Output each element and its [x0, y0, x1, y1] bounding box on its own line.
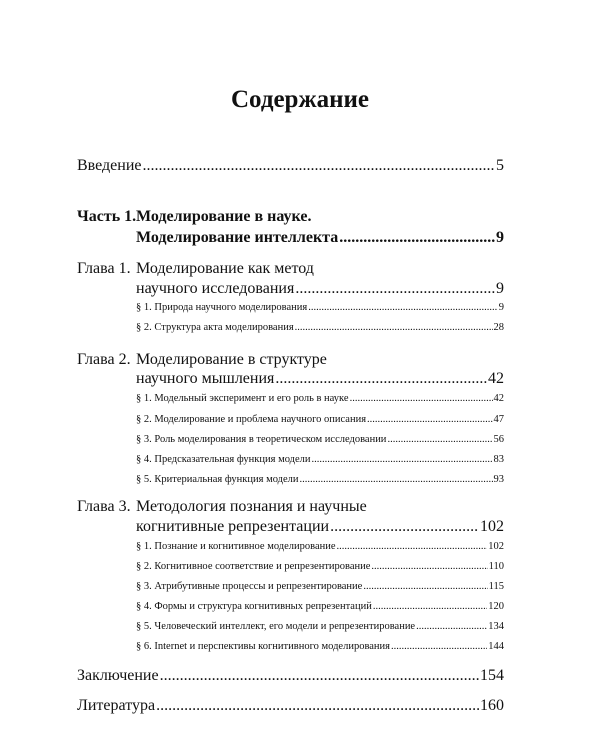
toc-page-number: 160 — [480, 697, 504, 714]
page-title: Содержание — [230, 86, 369, 113]
toc-page-number: 9 — [496, 280, 504, 297]
chapter-title-line-1: Моделирование в структуре — [136, 351, 327, 368]
toc-page-number: 154 — [480, 667, 504, 684]
toc-entry-label: Заключение — [77, 667, 159, 684]
toc-section-1-1[interactable] — [136, 302, 504, 313]
dot-leader — [300, 474, 493, 485]
section-label: § 3. Роль моделирования в теоретическом исследовании — [136, 434, 387, 445]
toc-section-3-4[interactable] — [136, 601, 504, 612]
section-page-number: 144 — [488, 641, 504, 652]
chapter-prefix: Глава 3. — [77, 498, 131, 515]
section-label: § 6. Internet и перспективы когнитивного моделирования — [136, 641, 390, 652]
part-title-line-2-row — [136, 229, 504, 247]
section-label: § 2. Когнитивное соответствие и репрезентирование — [136, 561, 371, 572]
part-title-line-2: Моделирование интеллекта — [136, 229, 339, 246]
chapter-title-line-2: научного мышления — [136, 370, 275, 387]
chapter-title-line-2-row — [136, 370, 504, 388]
toc-entry-label: Литература — [77, 697, 156, 714]
section-page-number: 110 — [488, 561, 504, 572]
toc-section-3-6[interactable] — [136, 641, 504, 652]
toc-section-2-1[interactable] — [136, 393, 504, 404]
section-label: § 1. Познание и когнитивное моделирование — [136, 541, 336, 552]
section-label: § 4. Предсказательная функция модели — [136, 454, 311, 465]
dot-leader — [391, 641, 487, 652]
dot-leader — [330, 518, 479, 536]
toc-entry-intro[interactable] — [77, 157, 504, 175]
section-page-number: 83 — [493, 454, 504, 465]
toc-section-3-2[interactable] — [136, 561, 504, 572]
dot-leader — [371, 561, 487, 572]
section-page-number: 28 — [493, 322, 504, 333]
chapter-title-line-1: Методология познания и научные — [136, 498, 367, 515]
section-label: § 4. Формы и структура когнитивных репрезентаций — [136, 601, 372, 612]
chapter-prefix: Глава 1. — [77, 260, 131, 277]
section-label: § 1. Модельный эксперимент и его роль в науке — [136, 393, 349, 404]
dot-leader — [308, 302, 498, 313]
dot-leader — [363, 581, 487, 592]
chapter-title-line-2: научного исследования — [136, 280, 295, 297]
toc-page-number: 42 — [488, 370, 504, 387]
section-page-number: 42 — [493, 393, 504, 404]
chapter-title-line-2-row — [136, 518, 504, 536]
toc-entry-conclusion[interactable] — [77, 667, 504, 685]
toc-page-number: 5 — [496, 157, 504, 174]
toc-section-2-5[interactable] — [136, 474, 504, 485]
chapter-title-line-2: когнитивные репрезентации — [136, 518, 330, 535]
toc-section-2-2[interactable] — [136, 414, 504, 425]
section-label: § 1. Природа научного моделирования — [136, 302, 308, 313]
section-page-number: 120 — [488, 601, 504, 612]
part-prefix: Часть 1. — [77, 208, 137, 225]
dot-leader — [160, 667, 479, 685]
section-label: § 5. Человеческий интеллект, его модели и репрезентирование — [136, 621, 416, 632]
dot-leader — [367, 414, 492, 425]
section-page-number: 102 — [488, 541, 504, 552]
toc-section-3-3[interactable] — [136, 581, 504, 592]
section-label: § 2. Структура акта моделирования — [136, 322, 294, 333]
dot-leader — [275, 370, 487, 388]
toc-page-number: 9 — [496, 229, 504, 246]
section-page-number: 134 — [488, 621, 504, 632]
chapter-prefix: Глава 2. — [77, 351, 131, 368]
chapter-title-line-2-row — [136, 280, 504, 298]
chapter-title-line-1: Моделирование как метод — [136, 260, 314, 277]
toc-entry-literature[interactable] — [77, 697, 504, 715]
toc-section-2-3[interactable] — [136, 434, 504, 445]
section-page-number: 56 — [493, 434, 504, 445]
dot-leader — [373, 601, 487, 612]
toc-section-1-2[interactable] — [136, 322, 504, 333]
dot-leader — [350, 393, 493, 404]
dot-leader — [339, 229, 495, 247]
dot-leader — [295, 280, 495, 298]
toc-page-number: 102 — [480, 518, 504, 535]
dot-leader — [156, 697, 479, 715]
section-page-number: 47 — [493, 414, 504, 425]
dot-leader — [143, 157, 496, 175]
dot-leader — [295, 322, 493, 333]
section-page-number: 115 — [488, 581, 504, 592]
section-label: § 5. Критериальная функция модели — [136, 474, 299, 485]
part-title-line-1: Моделирование в науке. — [136, 208, 312, 225]
dot-leader — [337, 541, 488, 552]
section-page-number: 93 — [493, 474, 504, 485]
toc-section-3-5[interactable] — [136, 621, 504, 632]
section-page-number: 9 — [498, 302, 504, 313]
dot-leader — [387, 434, 492, 445]
section-label: § 3. Атрибутивные процессы и репрезентирование — [136, 581, 363, 592]
dot-leader — [416, 621, 487, 632]
toc-section-3-1[interactable] — [136, 541, 504, 552]
section-label: § 2. Моделирование и проблема научного описания — [136, 414, 367, 425]
dot-leader — [312, 454, 493, 465]
toc-section-2-4[interactable] — [136, 454, 504, 465]
toc-entry-label: Введение — [77, 157, 142, 174]
